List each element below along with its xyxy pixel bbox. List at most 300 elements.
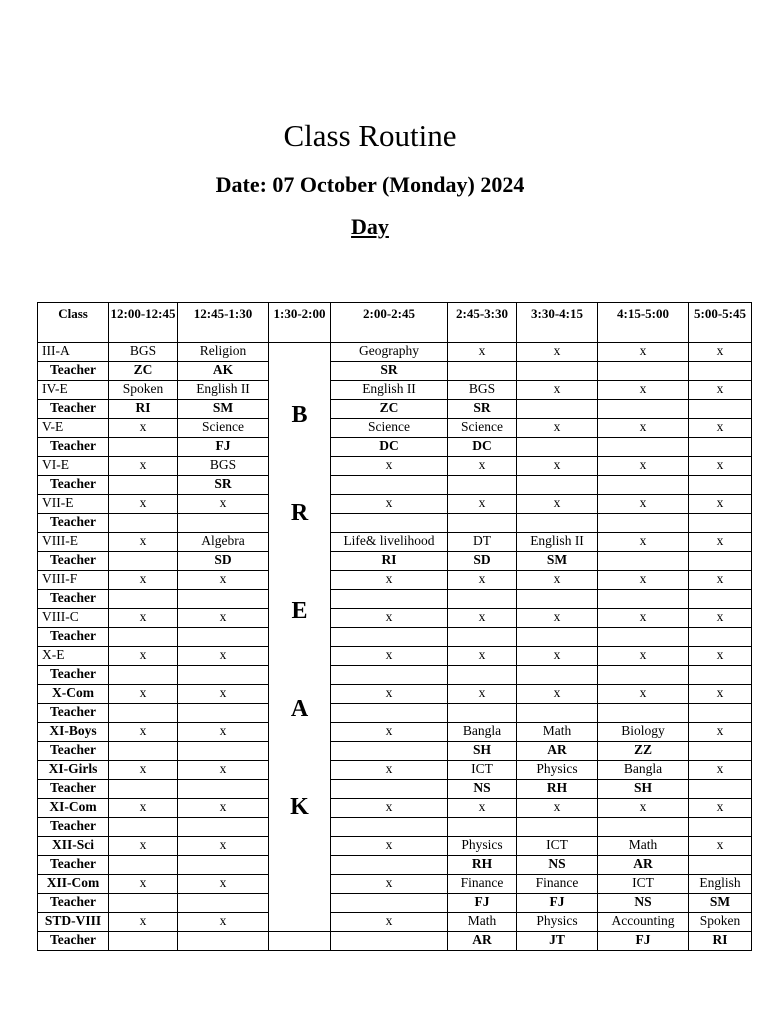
teacher-cell: ZC	[109, 362, 178, 381]
teacher-cell	[689, 362, 752, 381]
subject-cell: Physics	[517, 761, 598, 780]
subject-cell: x	[109, 571, 178, 590]
teacher-cell	[331, 742, 448, 761]
subject-cell: x	[517, 685, 598, 704]
subject-cell: Science	[178, 419, 269, 438]
subject-cell: x	[178, 875, 269, 894]
class-row	[38, 723, 752, 742]
subject-cell: x	[517, 457, 598, 476]
class-row	[38, 381, 752, 400]
teacher-cell: NS	[517, 856, 598, 875]
subject-cell: x	[178, 723, 269, 742]
teacher-cell	[109, 704, 178, 723]
teacher-cell: NS	[448, 780, 517, 799]
teacher-cell	[598, 818, 689, 837]
subject-cell: Math	[517, 723, 598, 742]
teacher-row	[38, 628, 752, 647]
subject-cell: x	[598, 799, 689, 818]
subject-cell: Science	[331, 419, 448, 438]
teacher-cell	[178, 666, 269, 685]
column-header: 12:45-1:30	[178, 303, 269, 343]
subject-cell: x	[331, 457, 448, 476]
teacher-cell	[109, 856, 178, 875]
page-title: Class Routine	[283, 118, 457, 153]
teacher-cell	[178, 818, 269, 837]
subject-cell: x	[598, 609, 689, 628]
subject-cell: x	[178, 761, 269, 780]
subject-cell: x	[689, 723, 752, 742]
teacher-cell	[689, 590, 752, 609]
break-letter: E	[291, 598, 308, 624]
subject-cell: Spoken	[109, 381, 178, 400]
subject-cell: Physics	[517, 913, 598, 932]
subject-cell: x	[109, 913, 178, 932]
class-row	[38, 837, 752, 856]
teacher-cell	[689, 666, 752, 685]
subject-cell: x	[598, 685, 689, 704]
teacher-label: Teacher	[38, 666, 109, 685]
teacher-row	[38, 362, 752, 381]
teacher-row	[38, 666, 752, 685]
subject-cell: x	[689, 609, 752, 628]
teacher-cell: SM	[689, 894, 752, 913]
column-header: 4:15-5:00	[598, 303, 689, 343]
subject-cell: ICT	[448, 761, 517, 780]
teacher-cell	[448, 362, 517, 381]
teacher-cell	[109, 894, 178, 913]
teacher-row	[38, 894, 752, 913]
teacher-label: Teacher	[38, 400, 109, 419]
teacher-label: Teacher	[38, 894, 109, 913]
routine-table	[37, 302, 752, 951]
subject-cell: x	[517, 495, 598, 514]
table-cell	[269, 932, 331, 951]
class-label: XII-Com	[38, 875, 109, 894]
class-label: VIII-C	[38, 609, 109, 628]
teacher-cell	[517, 818, 598, 837]
class-label: VI-E	[38, 457, 109, 476]
class-row	[38, 343, 752, 362]
class-row	[38, 457, 752, 476]
subject-cell: BGS	[109, 343, 178, 362]
teacher-cell	[517, 400, 598, 419]
subject-cell: ICT	[517, 837, 598, 856]
subject-cell: x	[109, 495, 178, 514]
column-header: 1:30-2:00	[269, 303, 331, 343]
subject-cell: Life& livelihood	[331, 533, 448, 552]
subject-cell: Finance	[448, 875, 517, 894]
teacher-cell	[109, 818, 178, 837]
class-row	[38, 761, 752, 780]
subject-cell: x	[109, 837, 178, 856]
teacher-cell	[517, 704, 598, 723]
subject-cell: x	[109, 533, 178, 552]
table-header-row	[38, 303, 752, 343]
subject-cell: x	[178, 609, 269, 628]
subject-cell: x	[517, 381, 598, 400]
teacher-cell	[331, 476, 448, 495]
teacher-cell: RH	[448, 856, 517, 875]
teacher-cell	[331, 932, 448, 951]
break-letter: R	[290, 500, 309, 526]
teacher-cell: FJ	[517, 894, 598, 913]
subject-cell: x	[448, 571, 517, 590]
column-header: 12:00-12:45	[109, 303, 178, 343]
subject-cell: DT	[448, 533, 517, 552]
teacher-cell: SM	[517, 552, 598, 571]
subject-cell: English II	[331, 381, 448, 400]
teacher-cell: ZZ	[598, 742, 689, 761]
class-row	[38, 571, 752, 590]
teacher-cell: JT	[517, 932, 598, 951]
teacher-label: Teacher	[38, 856, 109, 875]
class-label: STD-VIII	[38, 913, 109, 932]
subject-cell: Geography	[331, 343, 448, 362]
teacher-cell	[598, 438, 689, 457]
break-letter: K	[290, 794, 309, 820]
teacher-row	[38, 590, 752, 609]
teacher-cell	[598, 400, 689, 419]
class-row	[38, 609, 752, 628]
subject-cell: x	[517, 609, 598, 628]
routine-date: Date: 07 October (Monday) 2024	[215, 172, 525, 197]
teacher-cell	[178, 894, 269, 913]
subject-cell: x	[331, 723, 448, 742]
teacher-label: Teacher	[38, 932, 109, 951]
teacher-cell: SH	[598, 780, 689, 799]
teacher-cell: SR	[178, 476, 269, 495]
subject-cell: English II	[178, 381, 269, 400]
teacher-cell: RH	[517, 780, 598, 799]
teacher-cell	[689, 438, 752, 457]
teacher-cell	[109, 742, 178, 761]
column-header: 2:00-2:45	[331, 303, 448, 343]
subject-cell: x	[331, 761, 448, 780]
subject-cell: x	[689, 761, 752, 780]
break-letter: A	[290, 696, 309, 722]
subject-cell: x	[689, 647, 752, 666]
teacher-cell	[109, 628, 178, 647]
subject-cell: x	[689, 799, 752, 818]
subject-cell: Math	[598, 837, 689, 856]
teacher-row	[38, 818, 752, 837]
routine-day: Day	[351, 214, 389, 239]
subject-cell: Bangla	[448, 723, 517, 742]
break-column	[269, 343, 331, 932]
teacher-cell	[331, 666, 448, 685]
teacher-cell	[689, 552, 752, 571]
subject-cell: x	[598, 381, 689, 400]
teacher-cell: SM	[178, 400, 269, 419]
teacher-cell	[689, 780, 752, 799]
subject-cell: x	[517, 419, 598, 438]
subject-cell: Spoken	[689, 913, 752, 932]
teacher-cell: ZC	[331, 400, 448, 419]
teacher-label: Teacher	[38, 780, 109, 799]
teacher-cell	[331, 628, 448, 647]
subject-cell: x	[178, 495, 269, 514]
subject-cell: Algebra	[178, 533, 269, 552]
subject-cell: x	[689, 381, 752, 400]
subject-cell: English	[689, 875, 752, 894]
teacher-cell	[517, 438, 598, 457]
teacher-cell	[448, 666, 517, 685]
subject-cell: x	[331, 647, 448, 666]
subject-cell: x	[598, 647, 689, 666]
teacher-cell	[689, 856, 752, 875]
teacher-label: Teacher	[38, 438, 109, 457]
teacher-cell: AR	[448, 932, 517, 951]
subject-cell: Math	[448, 913, 517, 932]
teacher-cell	[517, 628, 598, 647]
subject-cell: ICT	[598, 875, 689, 894]
subject-cell: x	[331, 799, 448, 818]
teacher-cell: DC	[448, 438, 517, 457]
subject-cell: x	[448, 685, 517, 704]
subject-cell: x	[178, 837, 269, 856]
subject-cell: x	[109, 799, 178, 818]
class-label: XI-Com	[38, 799, 109, 818]
teacher-label: Teacher	[38, 362, 109, 381]
subject-cell: x	[689, 685, 752, 704]
teacher-cell	[448, 628, 517, 647]
teacher-cell	[517, 362, 598, 381]
subject-cell: x	[178, 799, 269, 818]
teacher-cell	[109, 476, 178, 495]
teacher-row	[38, 514, 752, 533]
subject-cell: Physics	[448, 837, 517, 856]
subject-cell: x	[517, 343, 598, 362]
teacher-cell	[689, 400, 752, 419]
class-row	[38, 799, 752, 818]
subject-cell: x	[331, 685, 448, 704]
teacher-cell: FJ	[178, 438, 269, 457]
teacher-row	[38, 742, 752, 761]
teacher-cell	[517, 666, 598, 685]
class-row	[38, 647, 752, 666]
subject-cell: x	[331, 837, 448, 856]
subject-cell: x	[109, 419, 178, 438]
class-label: VII-E	[38, 495, 109, 514]
teacher-label: Teacher	[38, 818, 109, 837]
subject-cell: x	[689, 457, 752, 476]
subject-cell: x	[598, 343, 689, 362]
subject-cell: x	[109, 761, 178, 780]
teacher-cell: SH	[448, 742, 517, 761]
column-header: 5:00-5:45	[689, 303, 752, 343]
teacher-cell: SR	[331, 362, 448, 381]
teacher-cell: RI	[689, 932, 752, 951]
subject-cell: x	[689, 495, 752, 514]
teacher-cell: DC	[331, 438, 448, 457]
subject-cell: x	[331, 913, 448, 932]
subject-cell: x	[109, 647, 178, 666]
teacher-label: Teacher	[38, 590, 109, 609]
subject-cell: x	[331, 875, 448, 894]
teacher-cell: SD	[448, 552, 517, 571]
teacher-label: Teacher	[38, 704, 109, 723]
teacher-label: Teacher	[38, 552, 109, 571]
teacher-cell: RI	[109, 400, 178, 419]
teacher-cell	[517, 476, 598, 495]
teacher-cell	[331, 590, 448, 609]
class-row	[38, 685, 752, 704]
teacher-row	[38, 476, 752, 495]
teacher-row	[38, 552, 752, 571]
teacher-label: Teacher	[38, 514, 109, 533]
subject-cell: x	[448, 609, 517, 628]
subject-cell: x	[517, 571, 598, 590]
class-label: V-E	[38, 419, 109, 438]
routine-body	[38, 343, 752, 951]
break-letter: B	[291, 402, 308, 428]
teacher-row	[38, 438, 752, 457]
teacher-cell	[598, 362, 689, 381]
subject-cell: x	[517, 647, 598, 666]
teacher-cell	[448, 704, 517, 723]
teacher-row	[38, 932, 752, 951]
teacher-cell	[689, 742, 752, 761]
teacher-cell	[598, 552, 689, 571]
teacher-cell	[178, 780, 269, 799]
teacher-cell	[109, 552, 178, 571]
teacher-cell	[178, 742, 269, 761]
teacher-cell	[598, 666, 689, 685]
subject-cell: Bangla	[598, 761, 689, 780]
subject-cell: x	[448, 647, 517, 666]
subject-cell: x	[109, 685, 178, 704]
subject-cell: x	[109, 723, 178, 742]
class-row	[38, 495, 752, 514]
subject-cell: x	[689, 571, 752, 590]
subject-cell: x	[109, 609, 178, 628]
teacher-row	[38, 856, 752, 875]
teacher-label: Teacher	[38, 476, 109, 495]
teacher-cell: FJ	[598, 932, 689, 951]
teacher-cell	[178, 856, 269, 875]
column-header: 2:45-3:30	[448, 303, 517, 343]
class-row	[38, 875, 752, 894]
teacher-cell: SR	[448, 400, 517, 419]
subject-cell: Science	[448, 419, 517, 438]
subject-cell: x	[109, 457, 178, 476]
teacher-cell: AR	[517, 742, 598, 761]
class-label: IV-E	[38, 381, 109, 400]
subject-cell: x	[178, 571, 269, 590]
teacher-cell	[331, 514, 448, 533]
subject-cell: x	[331, 609, 448, 628]
subject-cell: x	[331, 571, 448, 590]
subject-cell: x	[178, 913, 269, 932]
class-label: III-A	[38, 343, 109, 362]
class-label: VIII-F	[38, 571, 109, 590]
teacher-cell	[517, 590, 598, 609]
subject-cell: x	[598, 457, 689, 476]
subject-cell: x	[689, 533, 752, 552]
teacher-label: Teacher	[38, 742, 109, 761]
subject-cell: Religion	[178, 343, 269, 362]
teacher-cell	[448, 476, 517, 495]
teacher-cell	[109, 932, 178, 951]
teacher-cell: SD	[178, 552, 269, 571]
class-label: X-E	[38, 647, 109, 666]
teacher-cell: AK	[178, 362, 269, 381]
subject-cell: x	[689, 419, 752, 438]
teacher-cell	[598, 590, 689, 609]
subject-cell: English II	[517, 533, 598, 552]
teacher-label: Teacher	[38, 628, 109, 647]
subject-cell: BGS	[448, 381, 517, 400]
teacher-cell	[331, 856, 448, 875]
teacher-cell	[109, 780, 178, 799]
class-row	[38, 533, 752, 552]
teacher-row	[38, 400, 752, 419]
teacher-cell	[689, 818, 752, 837]
teacher-cell	[331, 780, 448, 799]
teacher-cell	[448, 514, 517, 533]
subject-cell: Accounting	[598, 913, 689, 932]
teacher-cell	[598, 476, 689, 495]
teacher-row	[38, 780, 752, 799]
subject-cell: x	[689, 343, 752, 362]
teacher-cell	[689, 704, 752, 723]
teacher-cell: RI	[331, 552, 448, 571]
subject-cell: Biology	[598, 723, 689, 742]
subject-cell: x	[109, 875, 178, 894]
teacher-cell	[598, 514, 689, 533]
teacher-cell	[598, 628, 689, 647]
teacher-cell	[331, 704, 448, 723]
teacher-cell	[448, 818, 517, 837]
subject-cell: x	[178, 647, 269, 666]
subject-cell: x	[448, 343, 517, 362]
class-label: XI-Boys	[38, 723, 109, 742]
teacher-cell: AR	[598, 856, 689, 875]
subject-cell: x	[178, 685, 269, 704]
class-label: X-Com	[38, 685, 109, 704]
teacher-cell	[689, 514, 752, 533]
teacher-cell	[109, 590, 178, 609]
subject-cell: x	[598, 419, 689, 438]
teacher-cell	[178, 514, 269, 533]
teacher-row	[38, 704, 752, 723]
class-row	[38, 913, 752, 932]
teacher-cell: FJ	[448, 894, 517, 913]
teacher-cell	[109, 514, 178, 533]
teacher-cell	[689, 476, 752, 495]
teacher-cell: NS	[598, 894, 689, 913]
subject-cell: x	[689, 837, 752, 856]
teacher-cell	[598, 704, 689, 723]
teacher-cell	[109, 666, 178, 685]
teacher-cell	[448, 590, 517, 609]
subject-cell: Finance	[517, 875, 598, 894]
teacher-cell	[178, 932, 269, 951]
teacher-cell	[178, 704, 269, 723]
subject-cell: x	[448, 495, 517, 514]
teacher-cell	[109, 438, 178, 457]
class-row	[38, 419, 752, 438]
teacher-cell	[331, 894, 448, 913]
subject-cell: BGS	[178, 457, 269, 476]
subject-cell: x	[448, 457, 517, 476]
subject-cell: x	[598, 495, 689, 514]
teacher-cell	[178, 590, 269, 609]
subject-cell: x	[448, 799, 517, 818]
subject-cell: x	[517, 799, 598, 818]
teacher-cell	[331, 818, 448, 837]
subject-cell: x	[598, 533, 689, 552]
